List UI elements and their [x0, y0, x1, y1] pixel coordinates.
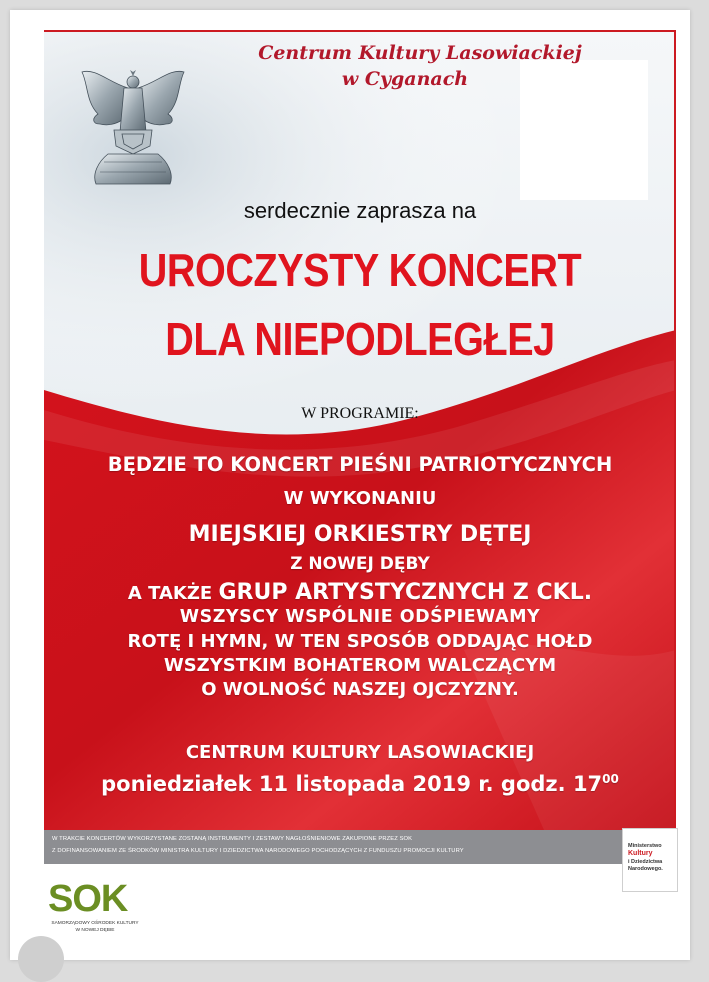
program-line: Z NOWEJ DĘBY [290, 554, 430, 574]
polish-eagle-emblem-icon [78, 62, 188, 192]
program-line: MIEJSKIEJ ORKIESTRY DĘTEJ [188, 522, 532, 547]
event-datetime [44, 772, 676, 796]
program-text: A TAKŻE [127, 583, 219, 604]
program-line: O WOLNOŚĆ NASZEJ OJCZYZNY. [201, 679, 519, 700]
program-line: BĘDZIE TO KONCERT PIEŚNI PATRIOTYCZNYCH [107, 453, 613, 476]
program-line: WSZYSTKIM BOHATEROM WALCZĄCYM [163, 655, 557, 676]
sok-logo-name: SOK [48, 878, 128, 920]
program-line: WSZYSCY WSPÓLNIE ODŚPIEWAMY [179, 607, 541, 627]
ministry-logo-text: i Dziedzictwa [628, 859, 663, 865]
venue: CENTRUM KULTURY LASOWIACKIEJ [185, 742, 535, 763]
organizer-location: w Cyganach [341, 68, 469, 90]
program-line [44, 580, 676, 605]
ministry-logo-text: Narodowego. [628, 866, 663, 872]
concert-title-line1: UROCZYSTY KONCERT [138, 244, 582, 296]
sok-logo [46, 878, 142, 938]
funding-note-band [44, 830, 676, 864]
concert-title-line2: DLA NIEPODLEGŁEJ [165, 313, 555, 365]
funding-note-line1: W TRAKCIE KONCERTÓW WYKORZYSTANE ZOSTANĄ INSTRUMENTY I ZESTAWY NAGŁOŚNIENIOWE ZAKUPIONE PRZEZ SOK [52, 836, 413, 842]
funding-note-line2: Z DOFINANSOWANIEM ZE ŚRODKÓW MINISTRA KULTURY I DZIEDZICTWA NARODOWEGO POCHODZĄCYCH Z FUNDUSZU PROMOCJI KULTURY [52, 848, 464, 854]
sok-logo-subtitle: SAMORZĄDOWY OŚRODEK KULTURY [51, 921, 139, 926]
ministry-logo [622, 828, 678, 892]
ministry-logo-text: Kultury [628, 850, 653, 857]
organizer-name: Centrum Kultury Lasowiackiej [258, 42, 582, 64]
event-date-text: poniedziałek 11 listopada 2019 r. godz. 17 [101, 772, 603, 796]
corner-circle [18, 936, 64, 982]
program-line: ROTĘ I HYMN, W TEN SPOSÓB ODDAJĄC HOŁD [127, 631, 593, 652]
program-text-emphasis: GRUP ARTYSTYCZNYCH Z CKL. [218, 580, 593, 605]
ministry-logo-text: Ministerstwo [628, 843, 662, 849]
event-time-minutes: 00 [602, 772, 619, 786]
program-label: W PROGRAMIE: [301, 405, 419, 422]
invite-text: serdecznie zaprasza na [243, 198, 477, 223]
program-line: W WYKONANIU [283, 488, 437, 509]
sok-logo-subtitle: W NOWEJ DĘBIE [75, 928, 115, 933]
